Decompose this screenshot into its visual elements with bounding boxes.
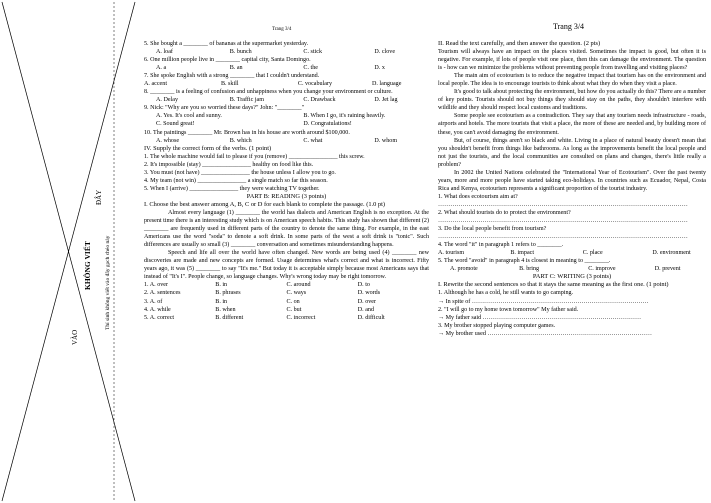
option: D. language [371, 81, 402, 88]
reading-passage-2: Speech and life all over the world have often changed. New words are being used (4) ________ new discoveries are made and new concepts are formed. Usage determines what's correct and what is incorrect. Fifty years ago, it was (5) ________ to say "It's me." But today it is acceptable simply because most Americans says that instead of "It's I". People change, so language changes. Why's wrong today may be right tomorrow. [144, 250, 429, 281]
question-3: 3. Do the local people benefit from tourism? [438, 226, 547, 233]
reading-passage: Almost every language (1) ________ the world has dialects and American English is no exception. At the present time there is an interesting study which is on American speech habits. This study has shown that different (2) ________ are frequently used in different parts of the country to denote the same thing. For example, in the east Americans use the word "soda" to denote a soft drink. In some parts of the west a soft drink is "tonic". Such differences are usually so small (3) ________ conversation and sometimes misunderstanding happens. [144, 209, 429, 249]
option: B. in [215, 282, 228, 289]
option: C. place [582, 250, 603, 257]
option: B. in [215, 298, 228, 305]
writing-item: 1. Although he has a cold, he still wants to go camping. [438, 290, 574, 297]
reading-section1-title: I. Choose the best answer among A, B, C or D for each blank to complete the passage. (1.0 pt) [144, 200, 386, 208]
option: D. over [357, 298, 377, 305]
option: C. Drawback [303, 97, 336, 104]
vao-label: VÀO [71, 329, 79, 345]
option: C. around [286, 282, 311, 289]
option: D. difficult [357, 314, 385, 321]
text-paragraph-1: Tourism will always have an impact on the places visited. Sometimes the impact is good, but often it is negative. For example, if lots of people visit one place, then this can damage the environment. The question is - how can we minimize the problems without preventing people from travelling and visiting places? [438, 49, 706, 72]
option: 2. A. sentences [144, 290, 181, 297]
verb-item: 4. My team (not win) ________________ a single match so far this season. [144, 177, 328, 184]
option: A. Yes. It's cool and sunny. [156, 113, 222, 120]
option: D. words [357, 290, 381, 297]
option: 1. A. over [144, 282, 169, 289]
q6-stem: 6. One million people live in ________ capital city, Santa Domingo. [144, 57, 311, 64]
passage-options-4 [144, 306, 429, 314]
option: B. bring [519, 266, 540, 273]
passage-options-5 [144, 314, 429, 322]
page-label-right: Trang 3/4 [553, 22, 585, 31]
option: B. impact [510, 250, 535, 257]
page-label-left: Trang 3/4 [272, 27, 292, 32]
option: C. Sound great! [156, 121, 195, 128]
answer-line: …………………………………………………………………………………………………………… [438, 218, 688, 225]
text-paragraph-4: Some people see ecotourism as a contradiction. They say that any tourism needs infrastructure - roads, airports and hotels. The more tourists that visit a place, the more of these are needed and, by building more of these, you can't avoid damaging the environment. [438, 113, 706, 136]
q10-options [144, 137, 429, 145]
option: D. environment [652, 250, 691, 257]
option: C. what [303, 137, 323, 144]
answer-line: …………………………………………………………………………………………………………… [438, 234, 688, 241]
option: C. but [286, 306, 302, 313]
option: A. loaf [156, 49, 173, 56]
option: 3. A. of [144, 298, 163, 305]
option: A. whose [156, 137, 180, 144]
verb-item: 1. The whole machine would fail to please if you (remove) ________________ this screw. [144, 153, 365, 160]
option: D. and [357, 306, 374, 313]
option: D. clove [374, 49, 396, 56]
text-paragraph-2: The main aim of ecotourism is to reduce the negative impact that tourism has on the environment and local people. The idea is to encourage tourists to think about what they do when they visit a place. [438, 73, 706, 88]
option: B. different [215, 314, 244, 321]
vertical-note: Thí sinh không viết vào đây gạch chéo này [105, 235, 111, 330]
text-paragraph-3: It's good to talk about protecting the environment, but how do you actually do this? There are a number of key points. Tourists should not buy things they should stay on the paths, they shouldn't interfere with wildlife and they should respect local customs and traditions. [438, 89, 706, 112]
khong-viet-label: KHÔNG VIẾT [83, 241, 92, 290]
passage-options-2 [144, 289, 429, 297]
option: A. tourism [438, 250, 465, 257]
verb-item: 3. You must (not have) ________________ the house unless I allow you to go. [144, 169, 336, 176]
writing-item: 2. "I will go to my home town tomorrow" My father said. [438, 306, 579, 313]
q9-options [144, 112, 429, 128]
verb-item: 5. When I (arrive) ________________ they were watching TV together. [144, 185, 320, 192]
option: 4. A. while [144, 306, 171, 313]
part-b-title: PART B: READING (3 points) [246, 192, 327, 200]
option: D. x [374, 65, 385, 72]
option: D. whom [374, 137, 398, 144]
option: D. to [357, 282, 370, 289]
left-column [144, 40, 429, 322]
q8-stem: 8. ________ is a feeling of confusion and unhappiness when you change your environment or culture. [144, 89, 393, 96]
option: C. on [286, 298, 300, 305]
option: C. the [303, 65, 318, 72]
option: B. skill [220, 81, 239, 88]
q8-options [144, 96, 429, 104]
q9-stem: 9. Nick: "Why are you so worried these days?" John: "________" [144, 105, 305, 112]
section4-title: IV. Supply the correct form of the verbs. (1 point) [144, 144, 272, 152]
option: A. Delay [156, 97, 178, 104]
option: B. which [229, 137, 252, 144]
part-c-title: PART C: WRITING (3 points) [532, 273, 612, 281]
option: D. Congratulations! [303, 121, 352, 128]
option: B. an [229, 65, 243, 72]
passage-options-1 [144, 281, 429, 289]
option: B. when [215, 306, 236, 313]
passage-options-3 [144, 298, 429, 306]
reading-section2-title: II. Read the text carefully, and then answer the question. (2 pts) [438, 40, 601, 47]
option: B. Traffic jam [229, 97, 264, 104]
option: B. bunch [229, 49, 252, 56]
cutting-margin [0, 0, 140, 503]
q7-stem: 7. She spoke English with a strong ________ that I couldn't understand. [144, 73, 320, 80]
option: B. When I go, it's raining heavily. [303, 113, 386, 120]
verb-item: 2. It's impossible (stay) ________________ healthy on food like this. [144, 161, 314, 168]
writing-item: 3. My brother stopped playing computer games. [438, 322, 556, 329]
q6-options [144, 64, 429, 72]
option: C. improve [588, 266, 616, 273]
option: A. accent [144, 81, 168, 88]
writing-answer: → My brother used ……………………………………………………………………… [438, 330, 652, 337]
q5-stem: 5. She bought a ________ of bananas at the supermarket yesterday. [144, 41, 309, 47]
option: C. ways [286, 290, 307, 297]
q5-options [144, 48, 429, 56]
text-paragraph-6: In 2002 the United Nations celebrated the "International Year of Ecotourism". Over the past twenty years, more and more people have started taking eco-holidays. In countries such as Ecuador, Nepal, Costa Rica and Kenya, ecotourism represents a significant proportion of the tourist industry. [438, 169, 706, 192]
writing-section1-title: I. Rewrite the second sentences so that it stays the same meaning as the first one. (1 point) [438, 281, 669, 289]
writing-answer: → In spite of …………………………………………………………………………… [438, 298, 649, 305]
option: C. incorrect [286, 314, 316, 321]
question-4: 4. The word "it" in paragraph 1 refers to ________. [438, 242, 564, 249]
option: A. a [156, 65, 167, 72]
option: D. Jet lag [374, 97, 398, 104]
q7-options [144, 80, 429, 88]
answer-line: …………………………………………………………………………………………………………… [438, 201, 688, 208]
right-column [438, 40, 706, 338]
day-label: ĐÂY [95, 189, 103, 205]
question-2: 2. What should tourists do to protect the environment? [438, 209, 571, 216]
option: C. stick [303, 49, 323, 56]
question-5: 5. The word "avoid" in paragraph 4 is closest in meaning to ________. [438, 258, 611, 265]
option: C. vocabulary [297, 81, 333, 88]
q10-stem: 10. The paintings ________ Mr. Brown has in his house are worth around $100,000. [144, 129, 350, 136]
text-paragraph-5: But, of course, things aren't so black and white. Living in a place of natural beauty doesn't mean that you shouldn't benefit from things like bathrooms. As long as the improvements benefit the local people and not just the tourists, and the local communities are consulted on plans and changes, there's little really a problem? [438, 137, 706, 168]
option: A. promote [450, 266, 478, 273]
q5-options [438, 265, 706, 273]
option: D. prevent [654, 266, 681, 273]
question-1: 1. What does ecotourism aim at? [438, 193, 518, 200]
option: 5. A. correct [144, 314, 175, 321]
q4-options [438, 249, 706, 257]
cross-lines [0, 0, 140, 503]
option: B. phrases [215, 290, 241, 297]
writing-answer: → My father said …………………………………………………………………… [438, 314, 642, 321]
